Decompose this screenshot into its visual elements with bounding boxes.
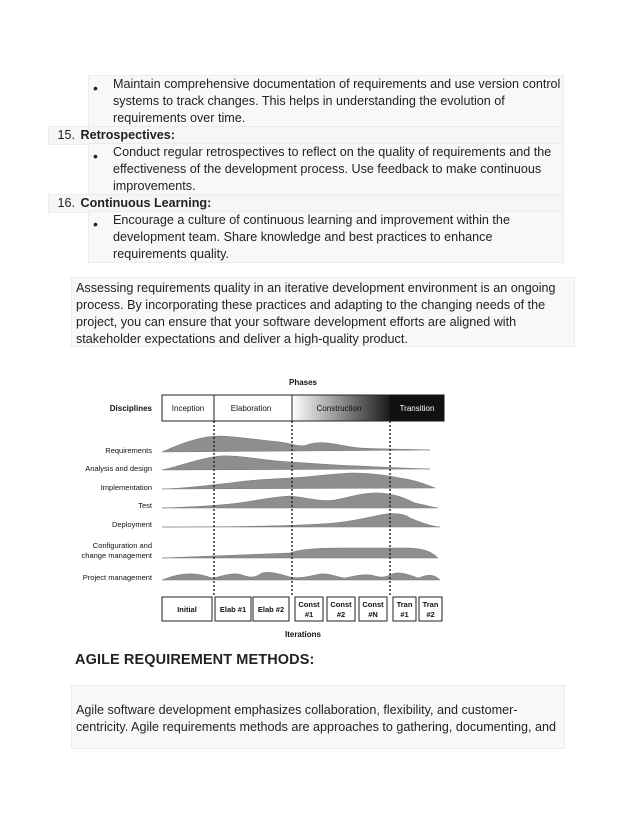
discipline-label: Implementation [100,483,152,492]
phase-inception: Inception [171,404,205,413]
iterations-label: Iterations [284,630,322,639]
summary-paragraph: Assessing requirements quality in an iterative development environment is an ongoing process. By incorporating these practices and adapting to the changing needs of the project, you can ensure that your software development efforts are aligned with stakeholder expectations and deliver a high-quality product. [71,277,575,347]
iteration-label: Const [330,600,352,609]
disciplines-label: Disciplines [109,404,152,413]
bullet-icon: • [93,216,98,232]
agile-paragraph: Agile software development emphasizes collaboration, flexibility, and customer-centricity. Agile requirements methods are approaches to gathering, documenting, and [71,685,565,749]
iteration-label: Initial [177,605,197,614]
bullet-icon: • [93,148,98,164]
phase-header [162,395,444,421]
iteration-label: Elab #2 [257,605,285,614]
curve-implementation [162,473,435,489]
section-heading: AGILE REQUIREMENT METHODS: [75,652,315,668]
phase-transition: Transition [399,404,435,413]
phase-elaboration: Elaboration [230,404,272,413]
bullet-text: Encourage a culture of continuous learning and improvement within the development team. Share knowledge and best practices to enhance requirements quality. [113,213,510,261]
iteration-label: Const [298,600,320,609]
discipline-label: Requirements [105,446,152,455]
curve-test [162,493,438,508]
phase-construction: Construction [316,404,362,413]
iteration-label: #1 [304,610,314,619]
discipline-label: change management [81,551,152,560]
iteration-label: Tran [396,600,413,609]
phases-label: Phases [288,378,318,387]
curve-config [162,548,438,558]
curve-deployment [162,514,440,527]
iteration-label: #2 [426,610,435,619]
bullet-text: Maintain comprehensive documentation of requirements and use version control systems to track changes. This helps in understanding the evolution of requirements over time. [113,77,561,125]
discipline-labels [82,446,153,582]
item-number: 15. [57,128,75,142]
iteration-label: Const [362,600,384,609]
discipline-label: Analysis and design [85,464,152,473]
iteration-label: #2 [336,610,346,619]
iteration-label: #1 [400,610,409,619]
discipline-curves [162,436,440,580]
bullet-icon: • [93,80,98,96]
discipline-label: Test [138,501,152,510]
item-number: 16. [57,196,75,210]
iteration-label: Tran [422,600,439,609]
iteration-label: Elab #1 [219,605,247,614]
bullet-text: Conduct regular retrospectives to reflect on the quality of requirements and the effectiveness of the development process. Use feedback to make continuous improvements. [113,145,552,193]
item-title: Continuous Learning: [80,196,212,210]
discipline-label: Deployment [111,520,152,529]
iteration-label: #N [368,610,378,619]
discipline-label: Project management [82,573,152,582]
curve-project [162,572,440,580]
discipline-label: Configuration and [92,541,152,550]
item-title: Retrospectives: [80,128,175,142]
